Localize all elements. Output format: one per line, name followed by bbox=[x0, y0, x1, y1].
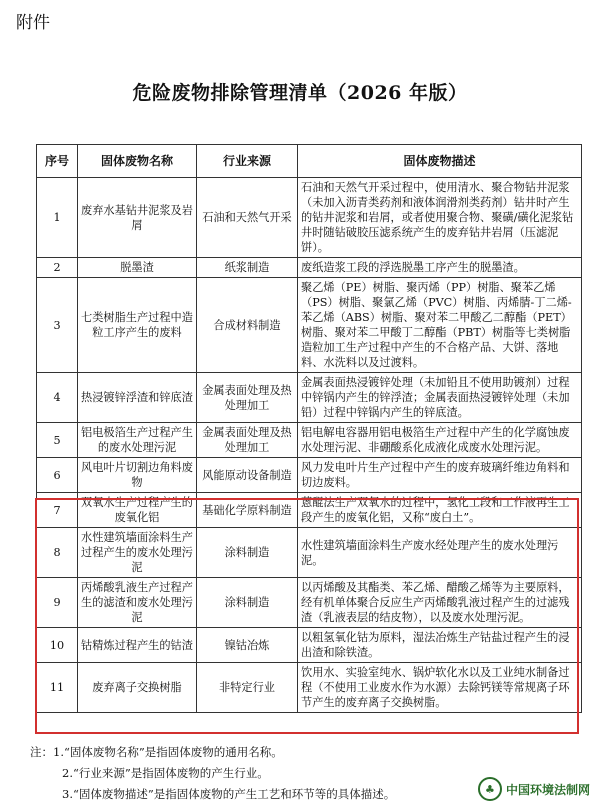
waste-name: 七类树脂生产过程中造粒工序产生的废料 bbox=[78, 278, 197, 373]
row-number: 3 bbox=[37, 278, 78, 373]
table-notes bbox=[30, 742, 395, 805]
waste-description: 蒽醌法生产双氧水的过程中，氢化工段和工作液再生工段产生的废氧化铝，又称“废白土”。 bbox=[298, 493, 582, 528]
table-row bbox=[37, 493, 582, 528]
industry-source: 涂料制造 bbox=[197, 528, 298, 578]
industry-source: 合成材料制造 bbox=[197, 278, 298, 373]
column-header-number: 序号 bbox=[37, 145, 78, 178]
waste-description: 水性建筑墙面涂料生产废水经处理产生的废水处理污泥。 bbox=[298, 528, 582, 578]
note-2: 2.“行业来源”是指固体废物的产生行业。 bbox=[62, 766, 269, 780]
waste-name: 丙烯酸乳液生产过程产生的滤渣和废水处理污泥 bbox=[78, 578, 197, 628]
row-number: 11 bbox=[37, 663, 78, 713]
industry-source: 涂料制造 bbox=[197, 578, 298, 628]
table-row bbox=[37, 178, 582, 258]
column-header-industry-source: 行业来源 bbox=[197, 145, 298, 178]
watermark-text: 中国环境法制网 bbox=[505, 782, 590, 797]
table-row bbox=[37, 278, 582, 373]
waste-name: 铝电极箔生产过程产生的废水处理污泥 bbox=[78, 423, 197, 458]
note-1: 注：1.“固体废物名称”是指固体废物的通用名称。 bbox=[30, 745, 283, 759]
waste-name: 双氧水生产过程产生的废氧化铝 bbox=[78, 493, 197, 528]
waste-description: 以丙烯酸及其酯类、苯乙烯、醋酸乙烯等为主要原料，经有机单体聚合反应生产丙烯酸乳液过程产生的过滤残渣（乳液表层的结皮物），以及废水处理污泥。 bbox=[298, 578, 582, 628]
attachment-label: 附件 bbox=[16, 13, 50, 33]
table-header-row bbox=[37, 145, 582, 178]
waste-name: 废弃水基钻井泥浆及岩屑 bbox=[78, 178, 197, 258]
waste-name: 热浸镀锌浮渣和锌底渣 bbox=[78, 373, 197, 423]
waste-description: 废纸造浆工段的浮选脱墨工序产生的脱墨渣。 bbox=[298, 258, 582, 278]
column-header-waste-name: 固体废物名称 bbox=[78, 145, 197, 178]
industry-source: 非特定行业 bbox=[197, 663, 298, 713]
waste-description: 石油和天然气开采过程中，使用清水、聚合物钻井泥浆（未加入沥青类药剂和液体润滑剂类药剂）钻井时产生的钻井泥浆和岩屑，或者使用聚合物、聚磺/磺化泥浆钻井时随钻破胶压滤系统产生的废弃钻井岩屑（压滤泥饼）。 bbox=[298, 178, 582, 258]
industry-source: 纸浆制造 bbox=[197, 258, 298, 278]
table-row bbox=[37, 578, 582, 628]
column-header-description: 固体废物描述 bbox=[298, 145, 582, 178]
waste-description: 聚乙烯（PE）树脂、聚丙烯（PP）树脂、聚苯乙烯（PS）树脂、聚氯乙烯（PVC）树脂、丙烯腈-丁二烯-苯乙烯（ABS）树脂、聚对苯二甲酸乙二醇酯（PET）树脂、聚对苯二甲酸丁二醇酯（PBT）树脂等七类树脂造粒加工生产过程中产生的不合格产品、大饼、落地料、水洗料以及过渡料。 bbox=[298, 278, 582, 373]
waste-description: 饮用水、实验室纯水、锅炉软化水以及工业纯水制备过程（不使用工业废水作为水源）去除钙镁等常规离子环节产生的废弃离子交换树脂。 bbox=[298, 663, 582, 713]
row-number: 10 bbox=[37, 628, 78, 663]
waste-name: 脱墨渣 bbox=[78, 258, 197, 278]
table-row bbox=[37, 663, 582, 713]
leaf-seal-icon: ♣ bbox=[478, 777, 502, 801]
industry-source: 镍钴冶炼 bbox=[197, 628, 298, 663]
row-number: 2 bbox=[37, 258, 78, 278]
waste-name: 风电叶片切割边角料废物 bbox=[78, 458, 197, 493]
table-row bbox=[37, 458, 582, 493]
table-row bbox=[37, 373, 582, 423]
site-watermark bbox=[478, 777, 590, 801]
row-number: 7 bbox=[37, 493, 78, 528]
industry-source: 石油和天然气开采 bbox=[197, 178, 298, 258]
table-row bbox=[37, 628, 582, 663]
waste-name: 水性建筑墙面涂料生产过程产生的废水处理污泥 bbox=[78, 528, 197, 578]
table-row bbox=[37, 258, 582, 278]
row-number: 8 bbox=[37, 528, 78, 578]
row-number: 4 bbox=[37, 373, 78, 423]
row-number: 5 bbox=[37, 423, 78, 458]
waste-description: 铝电解电容器用铝电极箔生产过程中产生的化学腐蚀废水处理污泥、非硼酸系化成液化成废水处理污泥。 bbox=[298, 423, 582, 458]
waste-description: 以粗氢氧化钴为原料，湿法冶炼生产钴盐过程产生的浸出渣和除铁渣。 bbox=[298, 628, 582, 663]
table-row bbox=[37, 423, 582, 458]
industry-source: 基础化学原料制造 bbox=[197, 493, 298, 528]
exclusion-list-table bbox=[36, 144, 582, 713]
waste-name: 废弃离子交换树脂 bbox=[78, 663, 197, 713]
note-3: 3.“固体废物描述”是指固体废物的产生工艺和环节等的具体描述。 bbox=[62, 787, 396, 801]
table-row bbox=[37, 528, 582, 578]
waste-name: 钴精炼过程产生的钴渣 bbox=[78, 628, 197, 663]
waste-description: 风力发电叶片生产过程中产生的废弃玻璃纤维边角料和切边废料。 bbox=[298, 458, 582, 493]
row-number: 6 bbox=[37, 458, 78, 493]
industry-source: 风能原动设备制造 bbox=[197, 458, 298, 493]
waste-description: 金属表面热浸镀锌处理（未加铅且不使用助镀剂）过程中锌锅内产生的锌浮渣；金属表面热浸镀锌处理（未加铅）过程中锌锅内产生的锌底渣。 bbox=[298, 373, 582, 423]
industry-source: 金属表面处理及热处理加工 bbox=[197, 373, 298, 423]
row-number: 9 bbox=[37, 578, 78, 628]
document-title: 危险废物排除管理清单（2026 年版） bbox=[132, 82, 468, 104]
industry-source: 金属表面处理及热处理加工 bbox=[197, 423, 298, 458]
row-number: 1 bbox=[37, 178, 78, 258]
